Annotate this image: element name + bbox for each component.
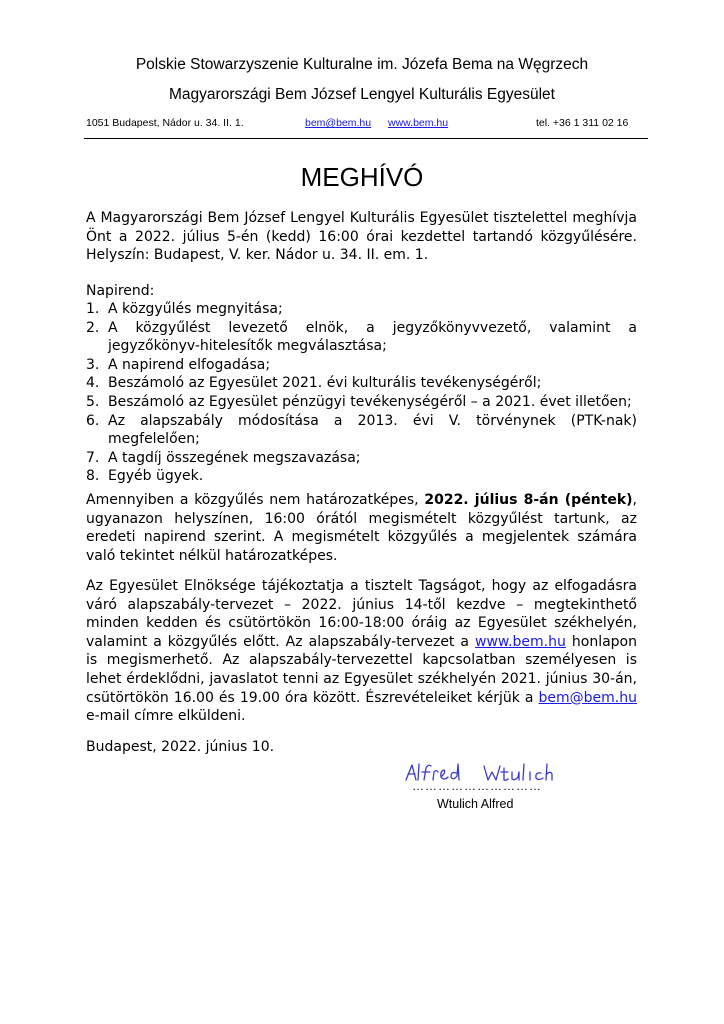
agenda-item-text: Beszámoló az Egyesület 2021. évi kulturális tevékenységéről; [108, 375, 542, 392]
agenda-item-text: A tagdíj összegének megszavazása; [108, 449, 361, 466]
document-title: MEGHÍVÓ [300, 162, 424, 192]
agenda-item [86, 374, 637, 393]
agenda-heading: Napirend: [86, 283, 155, 299]
agenda-item-text: A közgyűlés megnyitása; [108, 301, 283, 317]
notice-paragraph [86, 577, 637, 726]
place-and-date: Budapest, 2022. június 10. [86, 739, 275, 755]
agenda-item-text: Egyéb ügyek. [108, 468, 204, 485]
agenda-item [86, 300, 637, 319]
agenda-item-number: 7. [86, 449, 100, 466]
agenda-item [86, 467, 637, 486]
organization-name-hungarian: Magyarországi Bem József Lengyel Kulturális Egyesület [169, 86, 555, 103]
agenda-item-number: 5. [86, 393, 100, 410]
address-text: 1051 Budapest, Nádor u. 34. II. 1. [86, 117, 244, 129]
signer-name: Wtulich Alfred [437, 797, 514, 811]
agenda-item-text: A közgyűlést levezető elnök, a jegyzőkönyvvezető, valamint a jegyzőkönyv-hitelesítők megválasztása; [108, 319, 637, 355]
quorum-text-start: Amennyiben a közgyűlés nem határozatképes, [86, 492, 425, 508]
intro-text: A Magyarországi Bem József Lengyel Kulturális Egyesület tisztelettel meghívja Önt a 2022. július 5-én (kedd) 16:00 órai kezdettel tartandó közgyűlésére. Helyszín: Budapest, V. ker. Nádor u. 34. II. em. 1. [86, 210, 637, 264]
agenda-item-number: 4. [86, 375, 100, 392]
header-divider [84, 138, 648, 139]
website-link[interactable]: www.bem.hu [388, 117, 449, 129]
agenda-item-text: A napirend elfogadása; [108, 356, 271, 373]
agenda-item-number: 3. [86, 356, 100, 373]
agenda-item [86, 412, 637, 449]
intro-paragraph [86, 209, 637, 265]
agenda-item [86, 393, 637, 412]
agenda-item [86, 356, 637, 375]
quorum-text-end: , ugyanazon helyszínen, 16:00 órától megismételt közgyűlést tartunk, az eredeti napirend szerint. A megismételt közgyűlés a megjelentek számára való tekintet nélkül határozatképes. [86, 492, 637, 564]
agenda-list [86, 300, 637, 486]
website-link-inline[interactable]: www.bem.hu [475, 633, 566, 650]
notice-text-part1: Az Egyesület Elnöksége tájékoztatja a tisztelt Tagságot, hogy az elfogadásra váró alapszabály-tervezet – 2022. június 14-től kezdve – megtekinthető minden kedden és csütörtökön 16:00-18:00 óráig az Egyesület székhelyén, valamint a közgyűlés előtt. Az alapszabály-tervezet a [86, 578, 637, 650]
agenda-item-number: 6. [86, 412, 100, 429]
agenda-item [86, 449, 637, 468]
organization-name-polish: Polskie Stowarzyszenie Kulturalne im. Józefa Bema na Węgrzech [135, 56, 589, 73]
signature-line: ………………………… [412, 779, 542, 793]
agenda-item-number: 2. [86, 319, 100, 336]
agenda-item-number: 1. [86, 301, 100, 317]
phone-number: tel. +36 1 311 02 16 [536, 117, 629, 129]
notice-text-part3: e-mail címre elküldeni. [86, 708, 246, 725]
email-link[interactable]: bem@bem.hu [305, 117, 372, 129]
agenda-item [86, 319, 637, 356]
notice-text-part2: honlapon is megismerhető. Az alapszabály-tervezettel kapcsolatban személyesen is lehet érdeklődni, javaslatot tenni az Egyesület székhelyén 2021. június 30-án, csütörtökön 16.00 és 19.00 óra között. Észrevételeiket kérjük a [86, 633, 637, 706]
email-link-inline[interactable]: bem@bem.hu [538, 689, 637, 706]
agenda-item-text: Az alapszabály módosítása a 2013. évi V. törvénynek (PTK-nak) megfelelően; [108, 412, 637, 448]
repeat-meeting-date: 2022. július 8-án (péntek) [424, 492, 633, 508]
agenda-item-number: 8. [86, 468, 100, 485]
agenda-item-text: Beszámoló az Egyesület pénzügyi tevékenységéről – a 2021. évet illetően; [108, 393, 632, 410]
quorum-paragraph [86, 491, 637, 565]
